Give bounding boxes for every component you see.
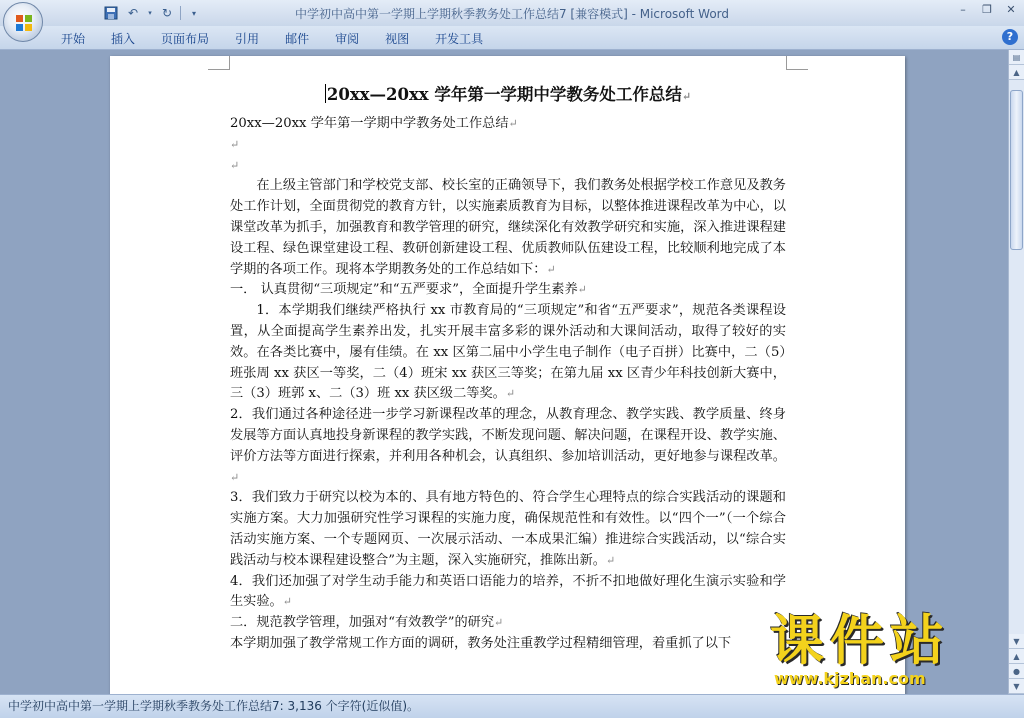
paragraph-mark: ↵ bbox=[230, 137, 240, 151]
tab-references[interactable]: 引用 bbox=[235, 32, 260, 46]
paragraph-text: 1．本学期我们继续严格执行 xx 市教育局的“三项规定”和省“五严要求”，规范各类课程设置，从全面提高学生素养出发，扎实开展丰富多彩的课外活动和大课间活动，取得了较好的实效。在各类比赛中，屡有佳绩。在 xx 区第二届中小学生电子制作（电子百拼）比赛中，二（5）班张周 xx 获区一等奖，二（4）班宋 xx 获区三等奖；在第九届 xx 区青少年科技创新大赛中，三（3）班郭 x、二（3）班 xx 获区级二等奖。 bbox=[230, 303, 786, 402]
document-paragraph[interactable] bbox=[230, 613, 786, 634]
paragraph-list bbox=[230, 114, 786, 655]
previous-page-icon[interactable]: ▲ bbox=[1009, 649, 1024, 664]
paragraph-mark: ↵ bbox=[577, 283, 587, 297]
paragraph-text: 2．我们通过各种途径进一步学习新课程改革的理念，从教育理念、教学实践、教学质量、终身发展等方面认真地投身新课程的教学实践，不断发现问题、解决问题，在课程开设、教学实施、评价方法等方面进行探索，并利用各种机会，认真组织、参加培训活动，更好地参与课程改革。 bbox=[230, 407, 786, 464]
scroll-down-icon[interactable]: ▼ bbox=[1009, 634, 1024, 649]
paragraph-text: 4．我们还加强了对学生动手能力和英语口语能力的培养，不折不扣地做好理化生演示实验和学生实验。 bbox=[230, 573, 786, 610]
document-paragraph[interactable] bbox=[230, 634, 786, 655]
document-paragraph[interactable] bbox=[230, 301, 786, 405]
title-bar bbox=[0, 0, 1024, 26]
select-browse-object-icon[interactable]: ● bbox=[1009, 664, 1024, 679]
ribbon-tab-bar bbox=[0, 26, 1024, 50]
minimize-icon[interactable]: – bbox=[960, 3, 966, 16]
help-icon[interactable]: ? bbox=[1002, 29, 1018, 45]
scroll-thumb[interactable] bbox=[1010, 90, 1023, 250]
document-title[interactable] bbox=[230, 84, 786, 108]
tab-developer[interactable]: 开发工具 bbox=[435, 32, 484, 46]
tab-page-layout[interactable]: 页面布局 bbox=[161, 32, 210, 46]
document-paragraph[interactable] bbox=[230, 405, 786, 488]
watermark-url: www.kjzhan.com bbox=[774, 669, 926, 688]
window-title: 中学初中高中第一学期上学期秋季教务处工作总结7 [兼容模式] - Microsoft Word bbox=[294, 7, 730, 21]
paragraph-mark: ↵ bbox=[505, 387, 516, 401]
document-content[interactable] bbox=[230, 84, 786, 655]
watermark-title: 课件站 bbox=[770, 609, 950, 672]
tab-review[interactable]: 审阅 bbox=[335, 32, 360, 46]
document-title-text: 20xx—20xx 学年第一学期中学教务处工作总结 bbox=[326, 85, 682, 104]
tab-insert[interactable]: 插入 bbox=[111, 32, 136, 46]
document-paragraph[interactable] bbox=[230, 114, 786, 135]
margin-corner-left bbox=[208, 56, 230, 70]
paragraph-text: 20xx—20xx 学年第一学期中学教务处工作总结 bbox=[230, 116, 509, 131]
customize-qat-icon[interactable]: ▾ bbox=[191, 8, 196, 18]
vertical-scrollbar[interactable] bbox=[1008, 50, 1024, 694]
office-button[interactable] bbox=[3, 2, 43, 42]
document-paragraph[interactable] bbox=[230, 280, 786, 301]
restore-icon[interactable]: ❐ bbox=[982, 3, 992, 16]
office-logo-icon bbox=[14, 13, 34, 33]
paragraph-mark: ↵ bbox=[546, 262, 556, 276]
margin-corner-right bbox=[786, 56, 808, 70]
document-paragraph[interactable] bbox=[230, 488, 786, 571]
undo-icon[interactable]: ↶ bbox=[127, 6, 139, 20]
ribbon-tabs bbox=[48, 29, 496, 47]
paragraph-mark: ↵ bbox=[606, 553, 616, 567]
status-text: 中学初中高中第一学期上学期秋季教务处工作总结7: 3,136 个字符(近似值)。 bbox=[8, 699, 420, 713]
paragraph-mark: ↵ bbox=[230, 470, 240, 484]
undo-dropdown-icon[interactable]: ▾ bbox=[148, 9, 152, 17]
next-page-icon[interactable]: ▼ bbox=[1009, 679, 1024, 694]
status-bar bbox=[0, 694, 1024, 718]
text-cursor bbox=[325, 84, 326, 103]
document-paragraph[interactable] bbox=[230, 135, 786, 156]
document-paragraph[interactable] bbox=[230, 156, 786, 177]
paragraph-text: 二．规范教学管理，加强对“有效教学”的研究 bbox=[230, 615, 495, 631]
paragraph-text: 3．我们致力于研究以校为本的、具有地方特色的、符合学生心理特点的综合实践活动的课题和实施方案。大力加强研究性学习课程的实施力度，确保规范性和有效性。以“四个一”（一个综合活动实施方案、一个专题网页、一次展示活动、一本成果汇编）推进综合实践活动，以“综合实践活动与校本课程建设整合”为主题，深入实施研究，推陈出新。 bbox=[230, 490, 786, 568]
tab-home[interactable]: 开始 bbox=[61, 32, 86, 46]
document-page[interactable] bbox=[110, 56, 905, 694]
scroll-up-icon[interactable]: ▲ bbox=[1009, 65, 1024, 80]
tab-view[interactable]: 视图 bbox=[385, 32, 410, 46]
window-controls bbox=[954, 2, 1020, 18]
paragraph-text: 本学期加强了教学常规工作方面的调研，教务处注重教学过程精细管理，着重抓了以下 bbox=[230, 635, 732, 651]
close-icon[interactable]: ✕ bbox=[1006, 3, 1016, 16]
paragraph-text: 一． 认真贯彻“三项规定”和“五严要求”，全面提升学生素养 bbox=[230, 282, 578, 298]
document-paragraph[interactable] bbox=[230, 176, 786, 280]
paragraph-mark: ↵ bbox=[282, 595, 292, 609]
paragraph-mark: ↵ bbox=[681, 90, 692, 103]
ruler-toggle-icon[interactable]: ▤ bbox=[1009, 50, 1024, 65]
paragraph-mark: ↵ bbox=[508, 117, 518, 130]
tab-mailings[interactable]: 邮件 bbox=[285, 32, 310, 46]
watermark-logo bbox=[770, 609, 1020, 692]
paragraph-mark: ↵ bbox=[230, 158, 240, 172]
redo-icon[interactable]: ↻ bbox=[161, 6, 173, 20]
paragraph-text: 在上级主管部门和学校党支部、校长室的正确领导下，我们教务处根据学校工作意见及教务处工作计划，全面贯彻党的教育方针，以实施素质教育为目标，以整体推进课程改革为中心，以课堂改革为抓手，加强教育和教学管理的研究，继续深化有效教学研究和实施，深入推进课程建设工程、绿色课堂建设工程、教研创新建设工程、优质教师队伍建设工程，比较顺利地完成了本学期的各项工作。现将本学期教务处的工作总结如下： bbox=[230, 178, 786, 277]
paragraph-mark: ↵ bbox=[494, 616, 504, 630]
document-paragraph[interactable] bbox=[230, 572, 786, 614]
document-area[interactable] bbox=[0, 50, 1008, 694]
